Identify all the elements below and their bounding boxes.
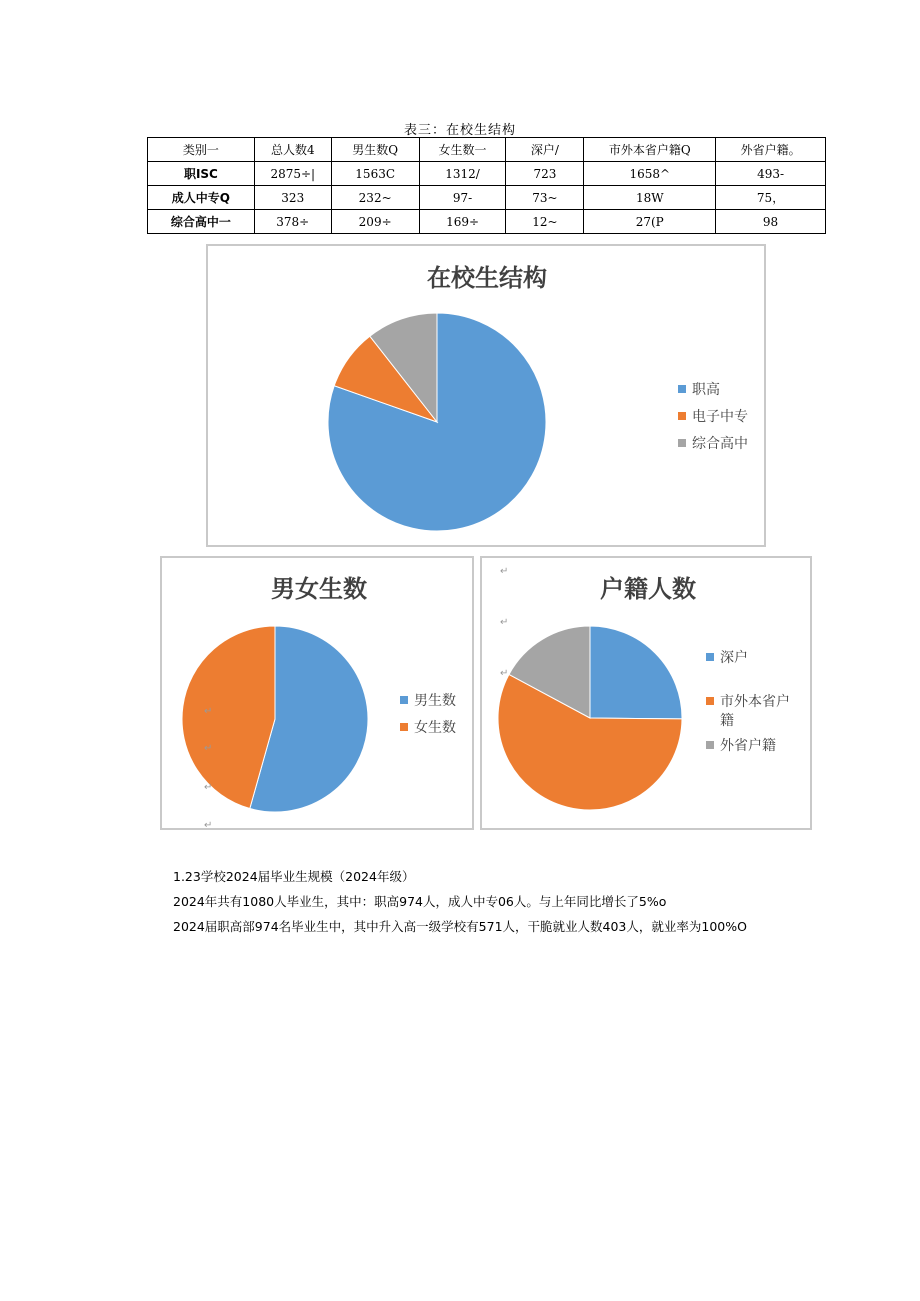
table-cell: 209÷ (331, 210, 419, 234)
table-cell: 1563C (331, 162, 419, 186)
chart-title: 户籍人数 (600, 575, 696, 603)
chart-title: 在校生结构 (427, 264, 547, 292)
table-cell: 169÷ (419, 210, 506, 234)
table-cell: 98 (716, 210, 826, 234)
legend-label: 电子中专 (692, 409, 748, 425)
legend-label: 女生数 (414, 720, 456, 736)
table-header-cell: 女生数一 (419, 138, 506, 162)
table-cell: 18W (584, 186, 716, 210)
legend-label: 市外本省户籍 (720, 694, 790, 729)
return-mark: ↵ (204, 820, 213, 831)
table-cell: 232~ (331, 186, 419, 210)
table-row (148, 186, 826, 210)
chart-student-structure-svg (208, 246, 768, 549)
table-cell: 27(P (584, 210, 716, 234)
table-row (148, 162, 826, 186)
table-row-header: 职ISC (148, 162, 255, 186)
legend-label: 职高 (692, 382, 720, 398)
table-header-row (148, 138, 826, 162)
legend-swatch (400, 723, 408, 731)
chart-household-svg (482, 558, 814, 832)
table-header-cell: 市外本省户籍Q (584, 138, 716, 162)
table-cell: 12~ (506, 210, 584, 234)
table-cell: 2875÷| (254, 162, 331, 186)
legend-swatch (678, 412, 686, 420)
table-cell: 378÷ (254, 210, 331, 234)
chart-student-structure (206, 244, 766, 547)
table-header-cell: 男生数Q (331, 138, 419, 162)
table-header-cell: 类别一 (148, 138, 255, 162)
table-row (148, 210, 826, 234)
pie-slice (590, 626, 682, 719)
return-mark: ↵ (500, 617, 509, 628)
table-cell: 1658^ (584, 162, 716, 186)
table-cell: 723 (506, 162, 584, 186)
legend-label: 综合高中 (692, 436, 748, 452)
legend-swatch (678, 385, 686, 393)
student-structure-table (147, 137, 826, 234)
return-mark: ↵ (204, 743, 213, 754)
legend-swatch (678, 439, 686, 447)
table-cell: 75， (716, 186, 826, 210)
table-cell: 97- (419, 186, 506, 210)
table-header-cell: 总人数4 (254, 138, 331, 162)
paragraph: 2024届职高部974名毕业生中，其中升入高一级学校有571人，干脆就业人数403人，就业率为100%O (173, 919, 747, 934)
table-cell: 493- (716, 162, 826, 186)
table-row-header: 综合高中一 (148, 210, 255, 234)
legend-swatch (706, 741, 714, 749)
legend-swatch (400, 696, 408, 704)
legend-swatch (706, 697, 714, 705)
paragraph: 2024年共有1080人毕业生，其中：职高974人，成人中专06人。与上年同比增长了5%o (173, 894, 667, 909)
legend-label: 外省户籍 (720, 738, 776, 754)
table-caption: 表三：在校生结构 (403, 123, 516, 138)
return-mark: ↵ (500, 668, 509, 679)
return-mark: ↵ (204, 706, 213, 717)
legend-label: 男生数 (414, 693, 456, 709)
chart-title: 男女生数 (271, 575, 367, 603)
table-cell: 1312/ (419, 162, 506, 186)
return-mark: ↵ (500, 566, 509, 577)
table-row-header: 成人中专Q (148, 186, 255, 210)
table-header-cell: 深户/ (506, 138, 584, 162)
table-cell: 73~ (506, 186, 584, 210)
table-cell: 323 (254, 186, 331, 210)
table-header-cell: 外省户籍。 (716, 138, 826, 162)
chart-household (480, 556, 812, 830)
return-mark: ↵ (204, 782, 213, 793)
legend-label: 深户 (720, 650, 748, 666)
legend-swatch (706, 653, 714, 661)
section-heading: 1.23学校2024届毕业生规模（2024年级） (173, 869, 415, 884)
